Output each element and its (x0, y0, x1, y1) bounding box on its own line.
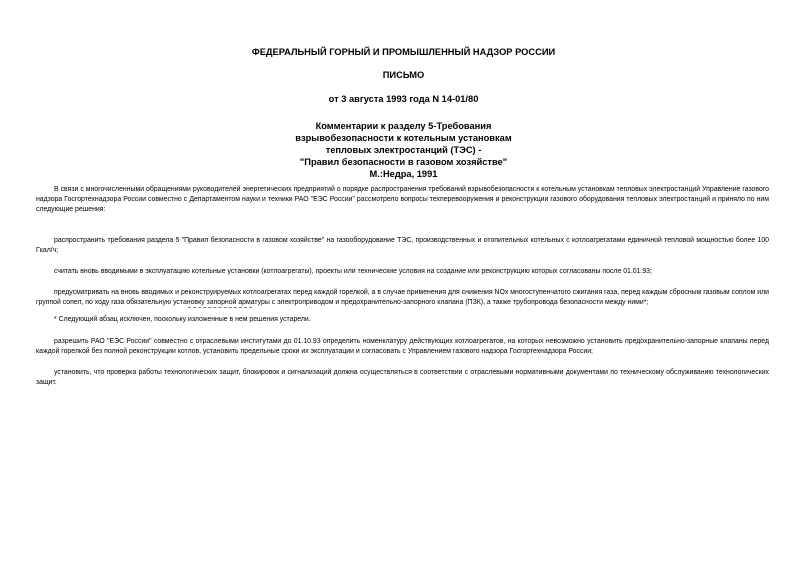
decision-item: считать вновь вводимыми в эксплуатацию котельные установки (котлоагрегаты), проекты или технические условия на создание или реконструкцию которых согласованы после 01.01.93; (54, 268, 652, 275)
intro-paragraph: В связи с многочисленными обращениями руководителей энергетических предприятий о порядке распространения требований взрывобезопасности к котельным установкам тепловых электростанций Управление газового надзора Госгортехнадзора России совместно с Департаментом науки и техники РАО "ЕЭС России" рассмотрело вопросы техперевооружения и реконструкции газового оборудования тепловых электростанций и приняло по ним следующие решения: (36, 186, 769, 213)
title-line: Комментарии к разделу 5-Требования (315, 121, 492, 131)
footnote-separator (188, 307, 252, 308)
title-line: "Правил безопасности в газовом хозяйстве" (299, 157, 508, 167)
decision-item: распространить требования раздела 5 "Правил безопасности в газовом хозяйстве" на газооборудование ТЭС, производственных и отопительных котельных с котлоагрегатами единичной тепловой мощностью более 100 Гкал/ч; (36, 237, 769, 254)
document-type: ПИСЬМО (382, 70, 425, 80)
title-line: М.:Недра, 1991 (369, 169, 438, 179)
decision-item: разрешить РАО "ЕЭС России" совместно с отраслевыми институтами до 01.10.93 определить номенклатуру действующих котлоагрегатов, на которых невозможно установить предохранительно-запорные клапаны перед каждой горелкой без полной реконструкции котлов, установить предельные сроки их эксплуатации и согласовать с Управлением газового надзора Госгортехнадзора России; (36, 338, 769, 355)
decision-item: установить, что проверка работы технологических защит, блокировок и сигнализаций должна осуществляться в соответствии с отраслевыми нормативными документами по техническому обслуживанию технологических защит. (36, 369, 769, 386)
title-line: тепловых электростанций (ТЭС) - (325, 145, 482, 155)
decision-item: предусматривать на вновь вводимых и реконструируемых котлоагрегатах перед каждой горелкой, а в случае применения для снижения NOx многоступенчатого сжигания газа, перед каждым сбросным газовым соплом или группой сопел, по ходу газа обязательную установку запорной арматуры с электроприводом и предохранительно-запорного клапана (ПЗК), а также трубопровода безопасности между ними*; (36, 289, 769, 306)
agency-heading: ФЕДЕРАЛЬНЫЙ ГОРНЫЙ И ПРОМЫШЛЕННЫЙ НАДЗОР РОССИИ (251, 47, 556, 57)
document-title (0, 120, 807, 180)
footnote: * Следующий абзац исключен, поскольку изложенные в нем решения устарели. (54, 316, 311, 323)
title-line: взрывобезопасности к котельным установкам (295, 133, 512, 143)
document-date-number: от 3 августа 1993 года N 14-01/80 (328, 94, 479, 104)
